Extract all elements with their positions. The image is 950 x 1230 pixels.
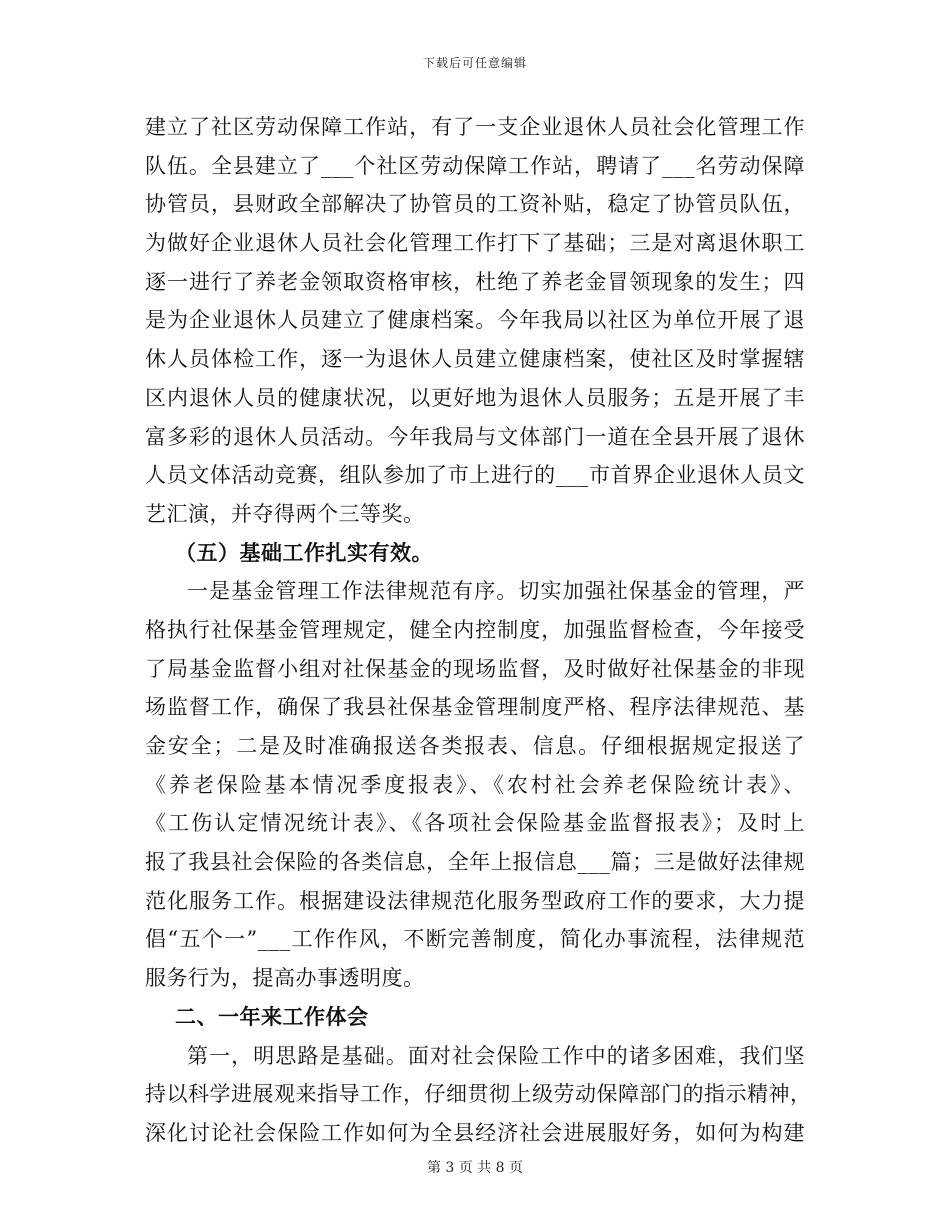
text-line: 《养老保险基本情况季度报表》、《农村社会养老保险统计表》、 — [145, 772, 805, 797]
text-line: 《工伤认定情况统计表》、《各项社会保险基金监督报表》；及时上 — [145, 811, 805, 836]
section-heading: 二、一年来工作体会 — [175, 1003, 369, 1029]
text-line: 建立了社区劳动保障工作站，有了一支企业退休人员社会化管理工作 — [145, 115, 805, 139]
text-line: 格执行社保基金管理规定，健全内控制度，加强监督检查，今年接受 — [145, 617, 805, 642]
page-header: 下载后可任意编辑 — [422, 56, 527, 70]
text-line: 休人员体检工作，逐一为退休人员建立健康档案，使社区及时掌握辖 — [145, 347, 805, 372]
text-line: 为做好企业退休人员社会化管理工作打下了基础；三是对离退休职工 — [145, 231, 805, 256]
text-line: 持以科学进展观来指导工作，仔细贯彻上级劳动保障部门的指示精神， — [145, 1082, 812, 1107]
text-line: 逐一进行了养老金领取资格审核，杜绝了养老金冒领现象的发生；四 — [145, 269, 805, 294]
text-line: 队伍。全县建立了___个社区劳动保障工作站，聘请了___名劳动保障 — [145, 153, 805, 178]
page-footer: 第 3 页 共 8 页 — [426, 1160, 524, 1176]
text-line: 深化讨论社会保险工作如何为全县经济社会进展服好务，如何为构建 — [145, 1120, 805, 1145]
text-line: 是为企业退休人员建立了健康档案。今年我局以社区为单位开展了退 — [145, 308, 805, 333]
text-line: 一是基金管理工作法律规范有序。切实加强社保基金的管理，严 — [187, 579, 805, 604]
text-line: 场监督工作，确保了我县社保基金管理制度严格、程序法律规范、基 — [145, 695, 805, 720]
text-line: 报了我县社会保险的各类信息，全年上报信息___篇；三是做好法律规 — [145, 850, 805, 875]
text-line: 第一，明思路是基础。面对社会保险工作中的诸多困难，我们坚 — [187, 1043, 805, 1068]
text-line: 金安全；二是及时准确报送各类报表、信息。仔细根据规定报送了 — [145, 734, 805, 758]
text-line: 了局基金监督小组对社保基金的现场监督，及时做好社保基金的非现 — [145, 656, 805, 681]
document-body — [145, 108, 812, 1153]
text-line: 倡“五个一”___工作作风，不断完善制度，简化办事流程，法律规范 — [145, 927, 805, 952]
text-line: 人员文体活动竞赛，组队参加了市上进行的___市首界企业退休人员文 — [145, 463, 805, 488]
text-line: 区内退休人员的健康状况，以更好地为退休人员服务；五是开展了丰 — [145, 385, 805, 410]
text-line: 协管员，县财政全部解决了协管员的工资补贴，稳定了协管员队伍， — [145, 192, 805, 217]
text-line: 富多彩的退休人员活动。今年我局与文体部门一道在全县开展了退休 — [145, 424, 805, 449]
section-heading: （五）基础工作扎实有效。 — [175, 539, 433, 565]
text-line: 艺汇演，并夺得两个三等奖。 — [145, 501, 425, 526]
text-line: 范化服务工作。根据建设法律规范化服务型政府工作的要求，大力提 — [145, 888, 805, 913]
text-line: 服务行为，提高办事透明度。 — [145, 966, 425, 991]
